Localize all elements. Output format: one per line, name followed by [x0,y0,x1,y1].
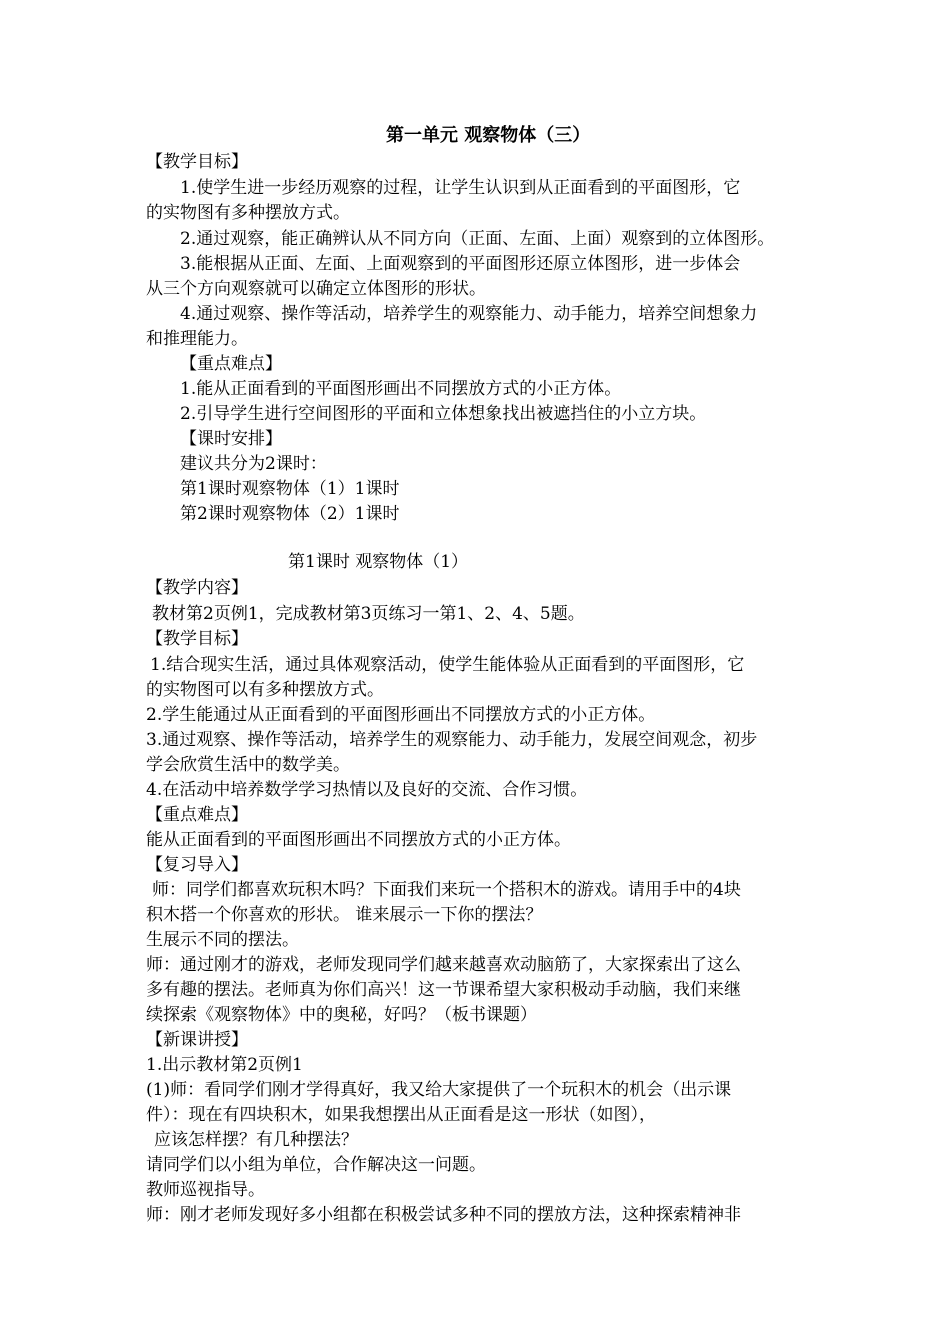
lesson-review-line: 生展示不同的摆法。 [146,930,299,950]
lesson-review-line: 多有趣的摆法。老师真为你们高兴！这一节课希望大家积极动手动脑，我们来继 [146,980,741,1000]
lesson-content-heading: 【教学内容】 [146,578,248,598]
lesson-key-points: 能从正面看到的平面图形画出不同摆放方式的小正方体。 [146,830,571,850]
lesson-key-points-heading: 【重点难点】 [146,805,248,825]
lesson-review-line: 师：同学们都喜欢玩积木吗？下面我们来玩一个搭积木的游戏。请用手中的4块 [152,880,741,900]
lesson-new-line: (1)师：看同学们刚才学得真好，我又给大家提供了一个玩积木的机会（出示课 [146,1080,732,1100]
lesson-title: 第1课时 观察物体（1） [288,552,469,572]
lesson-new-line: 师：刚才老师发现好多小组都在积极尝试多种不同的摆放方法，这种探索精神非 [146,1205,741,1225]
unit-key-point-line: 2.引导学生进行空间图形的平面和立体想象找出被遮挡住的小立方块。 [180,404,707,424]
lesson-objective-line: 4.在活动中培养数学学习热情以及良好的交流、合作习惯。 [146,780,588,800]
unit-objective-line: 的实物图有多种摆放方式。 [146,203,350,223]
lesson-new-line: 1.出示教材第2页例1 [146,1055,303,1075]
lesson-objective-line: 的实物图可以有多种摆放方式。 [146,680,384,700]
unit-objective-line: 从三个方向观察就可以确定立体图形的形状。 [146,279,486,299]
unit-schedule-line: 建议共分为2课时： [180,454,327,474]
unit-objective-line: 1.使学生进一步经历观察的过程，让学生认识到从正面看到的平面图形，它 [180,178,741,198]
unit-objective-line: 2.通过观察，能正确辨认从不同方向（正面、左面、上面）观察到的立体图形。 [180,229,775,249]
lesson-review-line: 师：通过刚才的游戏，老师发现同学们越来越喜欢动脑筋了，大家探索出了这么 [146,955,741,975]
unit-key-points-heading: 【重点难点】 [180,354,282,374]
lesson-objective-line: 3.通过观察、操作等活动，培养学生的观察能力、动手能力，发展空间观念，初步 [146,730,758,750]
unit-schedule-heading: 【课时安排】 [180,429,282,449]
lesson-review-line: 积木搭一个你喜欢的形状。 谁来展示一下你的摆法？ [146,905,543,925]
lesson-objective-line: 学会欣赏生活中的数学美。 [146,755,350,775]
lesson-objectives-heading: 【教学目标】 [146,629,248,649]
lesson-new-line: 应该怎样摆？有几种摆法？ [154,1130,358,1150]
lesson-new-heading: 【新课讲授】 [146,1030,248,1050]
lesson-objective-line: 2.学生能通过从正面看到的平面图形画出不同摆放方式的小正方体。 [146,705,656,725]
unit-title: 第一单元 观察物体（三） [386,125,591,146]
unit-objectives-heading: 【教学目标】 [146,152,248,172]
unit-objective-line: 和推理能力。 [146,329,248,349]
unit-key-point-line: 1.能从正面看到的平面图形画出不同摆放方式的小正方体。 [180,379,622,399]
lesson-review-line: 续探索《观察物体》中的奥秘，好吗？（板书课题） [146,1005,537,1025]
unit-objective-line: 4.通过观察、操作等活动，培养学生的观察能力、动手能力，培养空间想象力 [180,304,758,324]
unit-objective-line: 3.能根据从正面、左面、上面观察到的平面图形还原立体图形，进一步体会 [180,254,741,274]
lesson-new-line: 教师巡视指导。 [146,1180,265,1200]
lesson-content: 教材第2页例1，完成教材第3页练习一第1、2、4、5题。 [152,604,585,624]
unit-schedule-line: 第2课时观察物体（2）1课时 [180,504,400,524]
lesson-review-heading: 【复习导入】 [146,855,248,875]
lesson-objective-line: 1.结合现实生活，通过具体观察活动，使学生能体验从正面看到的平面图形，它 [150,655,745,675]
lesson-new-line: 件）：现在有四块积木，如果我想摆出从正面看是这一形状（如图）， [146,1105,656,1125]
lesson-new-line: 请同学们以小组为单位，合作解决这一问题。 [146,1155,486,1175]
unit-schedule-line: 第1课时观察物体（1）1课时 [180,479,400,499]
